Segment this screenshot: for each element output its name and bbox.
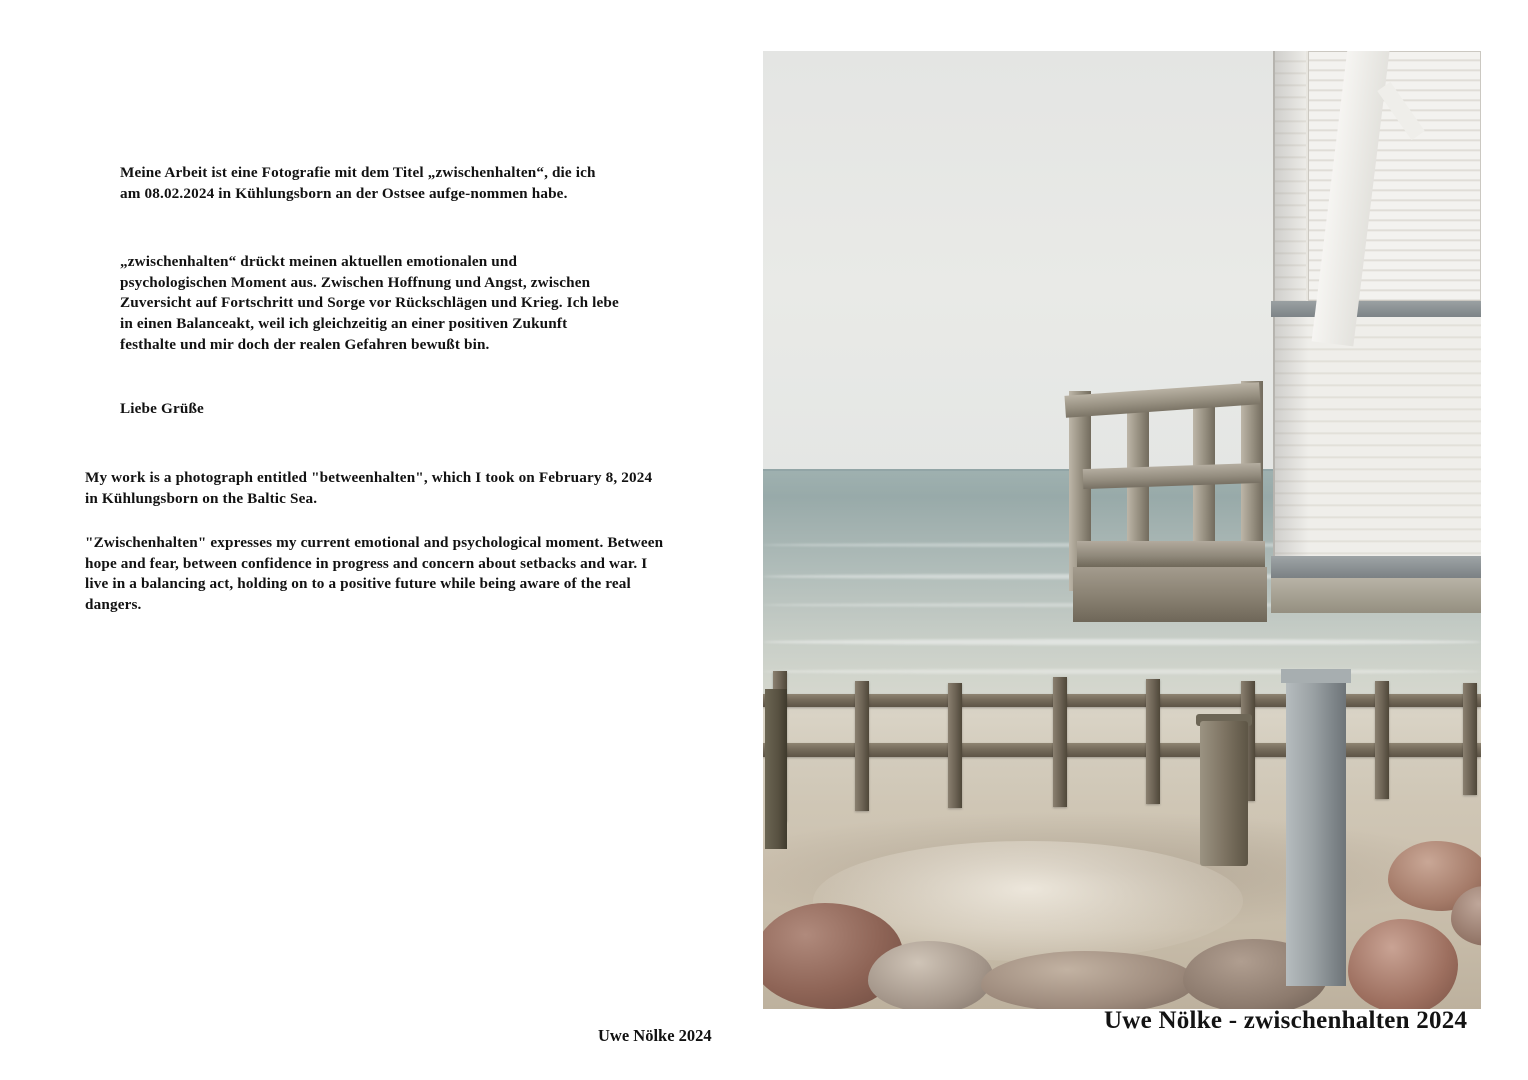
fence-post: [1375, 681, 1389, 799]
fence-post: [855, 681, 869, 811]
english-statement: [85, 468, 665, 616]
english-paragraph-1: My work is a photograph entitled "betweenhalten", which I took on February 8, 2024 in Kühlungsborn on the Baltic Sea.: [85, 469, 653, 507]
photograph-content: [763, 51, 1481, 1009]
fence-rail: [763, 694, 1481, 707]
railing-bottom-rail: [1077, 541, 1265, 567]
foreground-stone: [868, 941, 993, 1009]
foreground-stone: [981, 951, 1196, 1009]
photograph: [763, 51, 1481, 1009]
railing-middle-rail: [1083, 463, 1262, 489]
fence-post: [1463, 683, 1477, 795]
english-paragraph-2: "Zwischenhalten" expresses my current emotional and psychological moment. Between hope and fear, between confidence in progress and concern about setbacks and war. I live in a balancing act, holding on to a positive future while being aware of the real dangers.: [85, 534, 664, 613]
center-credit: Uwe Nölke 2024: [598, 1026, 712, 1045]
fence-post: [1146, 679, 1160, 804]
railing-top-rail: [1064, 382, 1260, 418]
fence-rail: [763, 743, 1481, 757]
foreground-stone: [1348, 919, 1458, 1009]
german-paragraph-1: Meine Arbeit ist eine Fotografie mit dem Titel „zwischenhalten“, die ich am 08.02.2024 in Kühlungsborn an der Ostsee aufge-nommen habe.: [120, 164, 596, 202]
support-pillar: [1286, 676, 1346, 986]
hut-lower-trim: [1271, 556, 1481, 578]
balcony-base: [1073, 567, 1267, 622]
german-paragraph-2: „zwischenhalten“ drückt meinen aktuellen emotionalen und psychologischen Moment aus. Zwischen Hoffnung und Angst, zwischen Zuversicht auf Fortschritt und Sorge vor Rückschlägen und Krieg. Ich lebe in einen Balanceakt, weil ich gleichzeitig an einer positiven Zukunft festhalte und mir doch der realen Gefahren bewußt bin.: [120, 253, 619, 353]
hut-underside: [1271, 578, 1481, 613]
german-statement: [120, 163, 620, 420]
hut-wall-shadow: [1273, 51, 1309, 611]
support-pillar-cap: [1281, 669, 1351, 683]
photo-caption: Uwe Nölke - zwischenhalten 2024: [1104, 1007, 1468, 1034]
dark-wooden-post: [765, 689, 787, 849]
hut-trim-band: [1271, 301, 1481, 317]
fence-post: [1053, 677, 1067, 807]
balcony-railing: [1065, 341, 1265, 641]
beach-fence: [763, 651, 1481, 811]
german-greeting: Liebe Grüße: [120, 400, 204, 418]
text-column: [0, 0, 740, 1080]
fence-post: [948, 683, 962, 808]
waste-bin: [1200, 721, 1248, 866]
